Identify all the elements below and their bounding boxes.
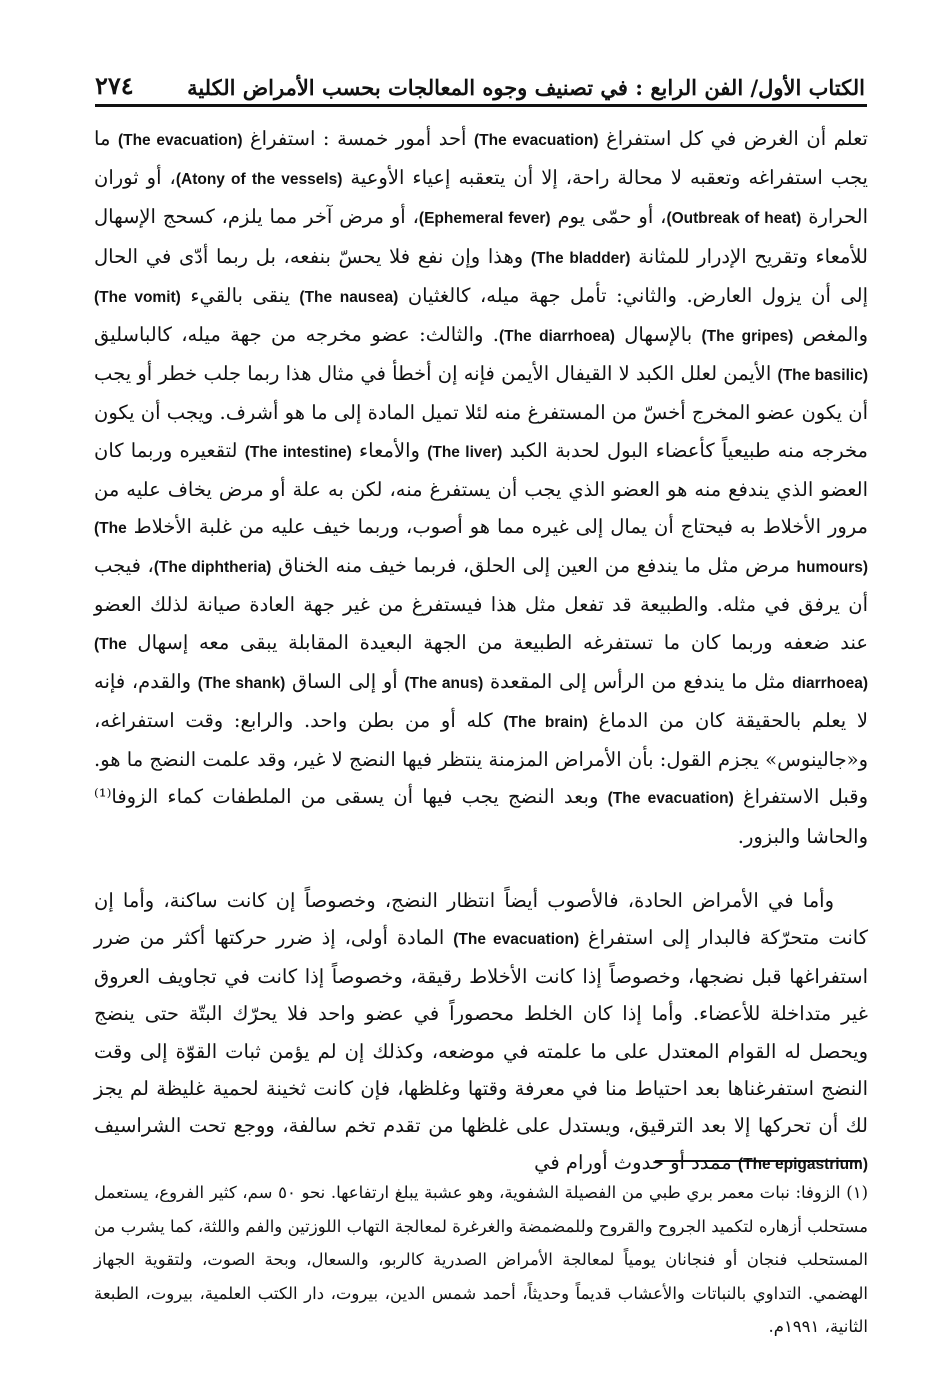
footnote-1 [94, 1176, 868, 1344]
page-header [95, 50, 865, 100]
footnote-text: الزوفا: نبات معمر بري طبي من الفصيلة الشفوية، وهو عشبة يبلغ ارتفاعها. نحو ٥٠ سم، كثير الفروع، يستعمل مستحلب أزهاره لتكميد الجروح والقروح وللمضمضة والغرغرة لمعالجة التهاب اللوزتين والفم واللثة، كما يشرب من المستحلب فنجان أو فنجانان يومياً لمعالجة الأمراض الصدرية كالربو، والسعال، وبحة الصوت، ولتقوية الجهاز الهضمي. التداوي بالنباتات والأعشاب قديماً وحديثاً، أحمد شمس الدين، بيروت، دار الكتب العلمية، بيروت، الطبعة الثانية، ١٩٩١م. [94, 1183, 868, 1336]
english-term: (The nausea) [299, 288, 399, 306]
english-term: (The epigastrium) [737, 1156, 868, 1174]
english-term: (The brain) [503, 714, 588, 732]
english-term: (The gripes) [701, 328, 794, 346]
english-term: (The basilic) [777, 367, 868, 385]
running-title: الكتاب الأول/ الفن الرابع : في تصنيف وجوه المعالجات بحسب الأمراض الكلية [187, 75, 865, 100]
english-term: (The liver) [427, 443, 503, 461]
english-term: (The anus) [404, 674, 484, 692]
main-text [94, 120, 868, 1183]
english-term: (The evacuation) [117, 132, 243, 149]
footnote-marker: (١) [846, 1183, 868, 1202]
english-term: (Atony of the vessels) [175, 171, 343, 189]
footnotes [94, 1176, 868, 1344]
page-number: ٢٧٤ [95, 71, 134, 100]
english-term: (The humours) [94, 520, 869, 577]
english-term: (The evacuation) [607, 790, 734, 808]
english-term: (The diarrhoea) [94, 635, 868, 692]
english-term: (The intestine) [244, 443, 352, 461]
english-term: (The evacuation) [453, 931, 580, 949]
english-term: (Ephemeral fever) [418, 210, 551, 228]
paragraph-2: وأما في الأمراض الحادة، فالأصوب أيضاً انتظار النضج، وخصوصاً إن كانت ساكنة، وأما إن كانت متحرّكة فالبدار إلى استفراغ (The evacuation) المادة أولى، إذ ضرر حركتها أكثر من ضرر استفراغها قبل نضجها، وخصوصاً إذا كانت الأخلاط رقيقة، وخصوصاً إذا كانت في تجاويف العروق غير متداخلة للأعضاء. وأما إذا كان الخلط محصوراً في عضو واحد فلا يحرّك البتّة حتى ينضج ويحصل له القوام المعتدل على ما علمته في موضعه، وكذلك إن لم يؤمن ثبات القوّة إلى وقت النضج استفرغناها بعد احتياط منا في معرفة وقتها وغلظها، فإن كانت ثخينة لحمية غليظة لم يجز لك أن تحركها إلا بعد الترقيق، ويستدل على غلظها من تقدم تخم سالفة، ووجع تحت الشراسيف (The epigastrium) ممدد أو حدوث أورام في [94, 888, 869, 1175]
english-term: (Outbreak of heat) [666, 210, 802, 228]
english-term: (The diphtheria) [153, 559, 272, 577]
english-term: (The bladder) [530, 249, 631, 267]
header-rule [95, 104, 867, 107]
english-term: (The diarrhoea) [498, 328, 615, 346]
english-term: (The vomit) [94, 288, 181, 306]
english-term: (The shank) [197, 674, 286, 692]
paragraph-1: تعلم أن الغرض في كل استفراغ (The evacuation) أحد أمور خمسة : استفراغ (The evacuation) ما يجب استفراغه وتعقبه لا محالة راحة، إلا أن يتعقبه إعياء الأوعية (Atony of the vessels)، أو ثوران الحرارة (Outbreak of heat)، أو حمّى يوم (Ephemeral fever)، أو مرض آخر مما يلزم، كسحج الإسهال للأمعاء وتقريح الإدرار للمثانة (The bladder) وهذا وإن نفع فلا يحسّ بنفعه، بل ربما أدّى في الحال إلى أن يزول العارض. والثاني: تأمل جهة ميله، كالغثيان (The nausea) ينقى بالقيء (The vomit) والمغص (The gripes) بالإسهال (The diarrhoea). والثالث: عضو مخرجه من جهة ميله، كالباسليق (The basilic) الأيمن لعلل الكبد لا القيفال الأيمن فإنه إن أخطأ في مثال هذا ربما جلب خطر أو يجب أن يكون عضو المخرج أخسّ من المستفرغ منه لئلا تميل المادة إلى ما هو أشرف. ويجب أن يكون مخرجه منه طبيعياً كأعضاء البول لحدبة الكبد (The liver) والأمعاء (The intestine) لتقعيره وربما كان العضو الذي يندفع منه هو العضو الذي يجب أن يستفرغ منه، لكن به علة أو مرض يخاف عليه من مرور الأخلاط به فيحتاج أن يمال إلى غيره مما هو أصوب، وربما خيف عليه من غلبة الأخلاط (The humours) مرض مثل ما يندفع من العين إلى الحلق، فربما خيف منه الخناق (The diphtheria)، فيجب أن يرفق في مثله. والطبيعة قد تفعل مثل هذا فيستفرغ من غير جهة العادة صيانة لذلك العضو عند ضعفه وربما كان ما تستفرغه الطبيعة من الجهة البعيدة المقابلة يبقى معه إسهال (The diarrhoea) مثل ما يندفع من الرأس إلى المقعدة (The anus) أو إلى الساق (The shank) والقدم، فإنه لا يعلم بالحقيقة كان من الدماغ (The brain) كله أو من بطن واحد. والرابع: وقت استفراغه، و«جالينوس» يجزم القول: بأن الأمراض المزمنة ينتظر فيها النضج لا غير، وقد علمت النضج ما هو. وقبل الاستفراغ (The evacuation) وبعد النضج يجب فيها أن يسقى من الملطفات كماء الزوفا⁽¹⁾ والحاشا والبزور. [94, 127, 869, 848]
footnote-separator [655, 1160, 861, 1162]
english-term: (The evacuation) [474, 132, 599, 149]
